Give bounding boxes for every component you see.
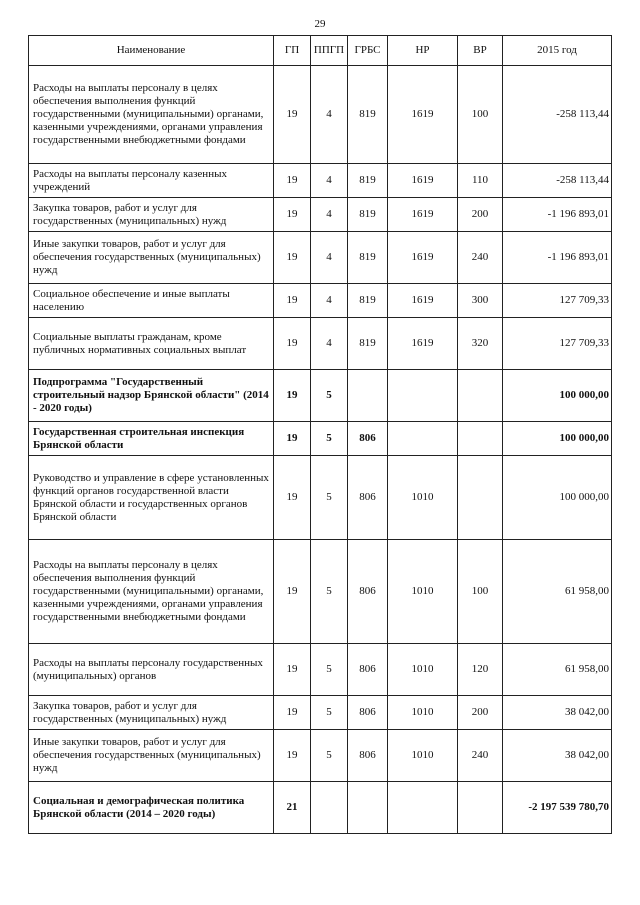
cell-vr: 200 <box>458 198 503 232</box>
cell-nr: 1619 <box>388 198 458 232</box>
cell-name: Закупка товаров, работ и услуг для государственных (муниципальных) нужд <box>29 198 274 232</box>
cell-name: Государственная строительная инспекция Брянской области <box>29 422 274 456</box>
page-number: 29 <box>314 18 326 30</box>
cell-grbs: 806 <box>348 644 388 696</box>
cell-amount: 61 958,00 <box>503 540 612 644</box>
cell-ppgp: 5 <box>311 456 348 540</box>
cell-amount: 38 042,00 <box>503 696 612 730</box>
header-nr: НР <box>388 36 458 66</box>
cell-ppgp: 5 <box>311 370 348 422</box>
cell-grbs: 819 <box>348 232 388 284</box>
cell-name: Подпрограмма "Государственный строительный надзор Брянской области" (2014 - 2020 годы) <box>29 370 274 422</box>
cell-name: Закупка товаров, работ и услуг для государственных (муниципальных) нужд <box>29 696 274 730</box>
cell-gp: 19 <box>274 284 311 318</box>
cell-amount: 38 042,00 <box>503 730 612 782</box>
table-row <box>29 198 612 232</box>
cell-name: Иные закупки товаров, работ и услуг для обеспечения государственных (муниципальных) нужд <box>29 730 274 782</box>
header-year: 2015 год <box>503 36 612 66</box>
cell-amount: -258 113,44 <box>503 66 612 164</box>
cell-ppgp <box>311 782 348 834</box>
cell-nr <box>388 422 458 456</box>
cell-nr: 1010 <box>388 456 458 540</box>
cell-name: Иные закупки товаров, работ и услуг для обеспечения государственных (муниципальных) нужд <box>29 232 274 284</box>
cell-amount: -258 113,44 <box>503 164 612 198</box>
cell-grbs: 806 <box>348 456 388 540</box>
cell-nr: 1619 <box>388 232 458 284</box>
cell-grbs: 819 <box>348 164 388 198</box>
cell-vr: 120 <box>458 644 503 696</box>
table-row <box>29 730 612 782</box>
cell-vr <box>458 782 503 834</box>
header-name: Наименование <box>29 36 274 66</box>
cell-amount: -2 197 539 780,70 <box>503 782 612 834</box>
cell-amount: 100 000,00 <box>503 456 612 540</box>
table-row <box>29 644 612 696</box>
cell-vr: 240 <box>458 232 503 284</box>
header-gp: ГП <box>274 36 311 66</box>
cell-ppgp: 4 <box>311 318 348 370</box>
cell-amount: 127 709,33 <box>503 318 612 370</box>
cell-amount: 127 709,33 <box>503 284 612 318</box>
cell-nr: 1619 <box>388 66 458 164</box>
cell-ppgp: 4 <box>311 284 348 318</box>
cell-name: Социальная и демографическая политика Брянской области (2014 – 2020 годы) <box>29 782 274 834</box>
cell-vr <box>458 456 503 540</box>
cell-grbs: 819 <box>348 198 388 232</box>
cell-amount: -1 196 893,01 <box>503 198 612 232</box>
cell-ppgp: 5 <box>311 730 348 782</box>
cell-grbs: 819 <box>348 284 388 318</box>
cell-ppgp: 4 <box>311 164 348 198</box>
table-row <box>29 370 612 422</box>
cell-nr: 1010 <box>388 696 458 730</box>
cell-vr: 300 <box>458 284 503 318</box>
cell-grbs: 806 <box>348 540 388 644</box>
cell-gp: 19 <box>274 318 311 370</box>
cell-vr: 320 <box>458 318 503 370</box>
cell-gp: 19 <box>274 164 311 198</box>
cell-ppgp: 5 <box>311 422 348 456</box>
cell-gp: 19 <box>274 66 311 164</box>
cell-grbs <box>348 370 388 422</box>
cell-amount: 100 000,00 <box>503 370 612 422</box>
cell-gp: 19 <box>274 696 311 730</box>
cell-grbs <box>348 782 388 834</box>
cell-amount: 61 958,00 <box>503 644 612 696</box>
table-row <box>29 696 612 730</box>
cell-vr <box>458 370 503 422</box>
cell-nr: 1619 <box>388 284 458 318</box>
cell-grbs: 806 <box>348 422 388 456</box>
cell-name: Расходы на выплаты персоналу в целях обеспечения выполнения функций государственными (муниципальными) органами, казенными учреждениями, органами управления государственными внебюджетными фондами <box>29 66 274 164</box>
cell-nr <box>388 782 458 834</box>
table-row <box>29 318 612 370</box>
cell-ppgp: 4 <box>311 198 348 232</box>
cell-nr: 1010 <box>388 540 458 644</box>
cell-gp: 19 <box>274 730 311 782</box>
header-row <box>29 36 612 66</box>
cell-vr: 110 <box>458 164 503 198</box>
header-grbs: ГРБС <box>348 36 388 66</box>
table-row <box>29 284 612 318</box>
cell-vr: 240 <box>458 730 503 782</box>
cell-ppgp: 5 <box>311 540 348 644</box>
table-row <box>29 66 612 164</box>
cell-vr: 100 <box>458 540 503 644</box>
header-vr: ВР <box>458 36 503 66</box>
table-row <box>29 422 612 456</box>
cell-amount: 100 000,00 <box>503 422 612 456</box>
cell-nr <box>388 370 458 422</box>
cell-gp: 21 <box>274 782 311 834</box>
cell-ppgp: 4 <box>311 232 348 284</box>
cell-nr: 1619 <box>388 164 458 198</box>
cell-vr <box>458 422 503 456</box>
cell-amount: -1 196 893,01 <box>503 232 612 284</box>
cell-name: Социальное обеспечение и иные выплаты населению <box>29 284 274 318</box>
cell-name: Расходы на выплаты персоналу в целях обеспечения выполнения функций государственными (муниципальными) органами, казенными учреждениями, органами управления государственными внебюджетными фондами <box>29 540 274 644</box>
cell-grbs: 806 <box>348 730 388 782</box>
cell-gp: 19 <box>274 456 311 540</box>
cell-ppgp: 5 <box>311 644 348 696</box>
budget-table <box>28 35 612 834</box>
cell-grbs: 819 <box>348 66 388 164</box>
cell-nr: 1619 <box>388 318 458 370</box>
cell-name: Руководство и управление в сфере установленных функций органов государственной власти Брянской области и государственных органов Брянской области <box>29 456 274 540</box>
table-row <box>29 232 612 284</box>
cell-name: Расходы на выплаты персоналу казенных учреждений <box>29 164 274 198</box>
cell-grbs: 819 <box>348 318 388 370</box>
cell-ppgp: 4 <box>311 66 348 164</box>
cell-gp: 19 <box>274 232 311 284</box>
cell-nr: 1010 <box>388 730 458 782</box>
table-row <box>29 540 612 644</box>
cell-gp: 19 <box>274 198 311 232</box>
cell-name: Расходы на выплаты персоналу государственных (муниципальных) органов <box>29 644 274 696</box>
cell-ppgp: 5 <box>311 696 348 730</box>
table-row <box>29 456 612 540</box>
header-ppgp: ППГП <box>311 36 348 66</box>
cell-gp: 19 <box>274 540 311 644</box>
table-row <box>29 782 612 834</box>
cell-vr: 100 <box>458 66 503 164</box>
cell-gp: 19 <box>274 370 311 422</box>
cell-nr: 1010 <box>388 644 458 696</box>
cell-gp: 19 <box>274 644 311 696</box>
cell-vr: 200 <box>458 696 503 730</box>
cell-grbs: 806 <box>348 696 388 730</box>
cell-gp: 19 <box>274 422 311 456</box>
cell-name: Социальные выплаты гражданам, кроме публичных нормативных социальных выплат <box>29 318 274 370</box>
table-row <box>29 164 612 198</box>
